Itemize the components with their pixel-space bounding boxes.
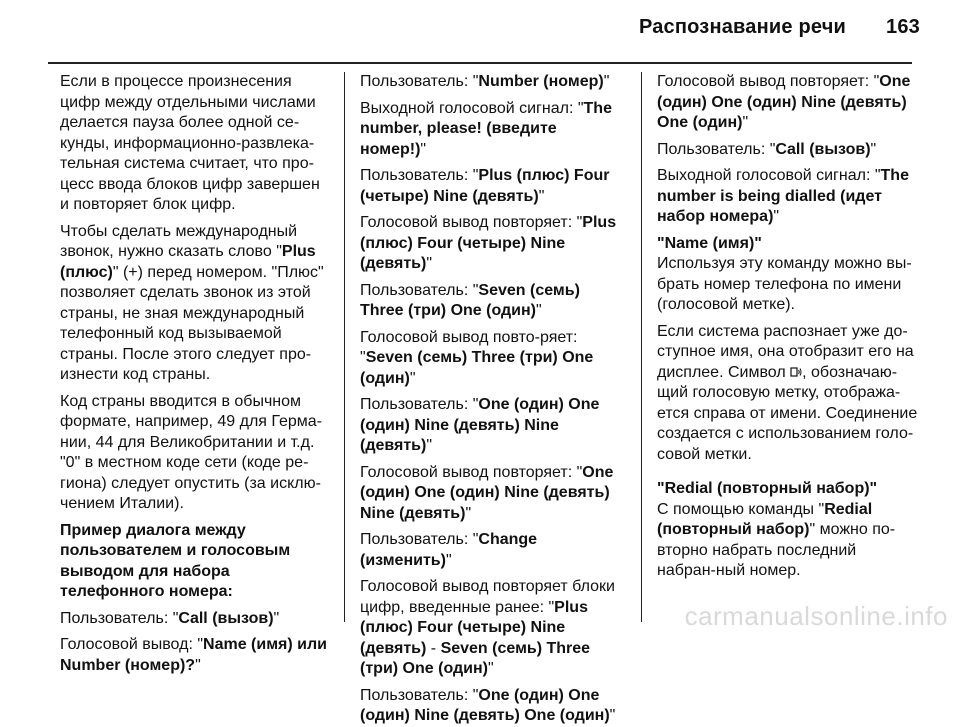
dialog-line: Пользователь: "One (один) One (один) Nine (девять) Nine (девять)" xyxy=(360,396,600,454)
dialog-line: Голосовой вывод повторяет: "One (один) One (один) Nine (девять) One (один)" xyxy=(657,73,911,131)
column-1 xyxy=(60,72,328,674)
section-heading-redial: "Redial (повторный набор)" xyxy=(657,480,878,497)
page-title: Распознавание речи xyxy=(638,16,847,38)
dialog-line: Пользователь: "Call (вызов)" xyxy=(60,609,280,627)
page-number: 163 xyxy=(886,16,920,38)
header-rule xyxy=(48,62,912,64)
paragraph-country-code: Код страны вводится в обычном формате, например, 49 для Герма-нии, 44 для Великобритании и т.д. "0" в местном коде сети (коде ре-гиона) следует опустить (за исклю-чением Италии). xyxy=(60,392,323,512)
dialog-line: Выходной голосовой сигнал: "The number is being dialled (идет набор номера)" xyxy=(657,167,909,225)
voice-tag-icon xyxy=(790,364,802,376)
dialog-line: Пользователь: "Plus (плюс) Four (четыре) Nine (девять)" xyxy=(360,167,610,205)
dialog-line: Голосовой вывод повто-ряет: "Seven (семь) Three (три) One (один)" xyxy=(360,328,594,387)
column-3 xyxy=(641,72,919,622)
paragraph-voice-tag: Если система распознает уже до-ступное имя, она отобразит его на дисплее. Символ , обозначаю-щий голосовую метку, отобража-ется справа от имени. Соединение создается с использованием голо-совой метки. xyxy=(657,322,918,463)
column-2 xyxy=(344,72,626,724)
dialog-line: Пользователь: "Call (вызов)" xyxy=(657,140,877,158)
dialog-line: Голосовой вывод: "Name (имя) или Number (номер)?" xyxy=(60,636,327,674)
dialog-line: Пользователь: "Number (номер)" xyxy=(360,73,610,90)
page-header xyxy=(639,16,920,39)
section-heading-name: "Name (имя)" xyxy=(657,234,762,252)
dialog-line: Пользователь: "One (один) One (один) Nine (девять) One (один)" xyxy=(360,686,616,724)
dialog-example-heading: Пример диалога между пользователем и голосовым выводом для набора телефонного номера: xyxy=(60,521,291,600)
paragraph-international: Чтобы сделать международный звонок, нужно сказать слово "Plus (плюс)" (+) перед номером. "Плюс" позволяет сделать звонок из этой страны, не зная международный телефонный код вызываемой страны. После этого следует про-изнести код страны. xyxy=(60,222,324,383)
dialog-line: Пользователь: "Change (изменить)" xyxy=(360,531,538,569)
paragraph-name-command: Используя эту команду можно вы-брать номер телефона по имени (голосовой метке). xyxy=(657,255,912,313)
paragraph-pause: Если в процессе произнесения цифр между отдельными числами делается пауза более одной се-кунды, информационно-развлека-тельная система считает, что про-цесс ввода блоков цифр завершен и повторяет блок цифр. xyxy=(60,73,320,213)
dialog-line: Голосовой вывод повторяет блоки цифр, введенные ранее: "Plus (плюс) Four (четыре) Nine (девять) - Seven (семь) Three (три) One (один)" xyxy=(360,578,615,677)
dialog-line: Голосовой вывод повторяет: "One (один) One (один) Nine (девять) Nine (девять)" xyxy=(360,463,614,522)
dialog-line: Пользователь: "Seven (семь) Three (три) One (один)" xyxy=(360,281,580,319)
paragraph-redial: С помощью команды "Redial (повторный набор)" можно по-вторно набрать последний набран-ный номер. xyxy=(657,500,896,579)
watermark: carmanualsonline.info xyxy=(684,601,948,631)
dialog-line: Голосовой вывод повторяет: "Plus (плюс) Four (четыре) Nine (девять)" xyxy=(360,214,617,272)
command-plus: Plus (плюс) xyxy=(60,243,316,281)
dialog-line: Выходной голосовой сигнал: "The number, please! (введите номер!)" xyxy=(360,99,612,158)
